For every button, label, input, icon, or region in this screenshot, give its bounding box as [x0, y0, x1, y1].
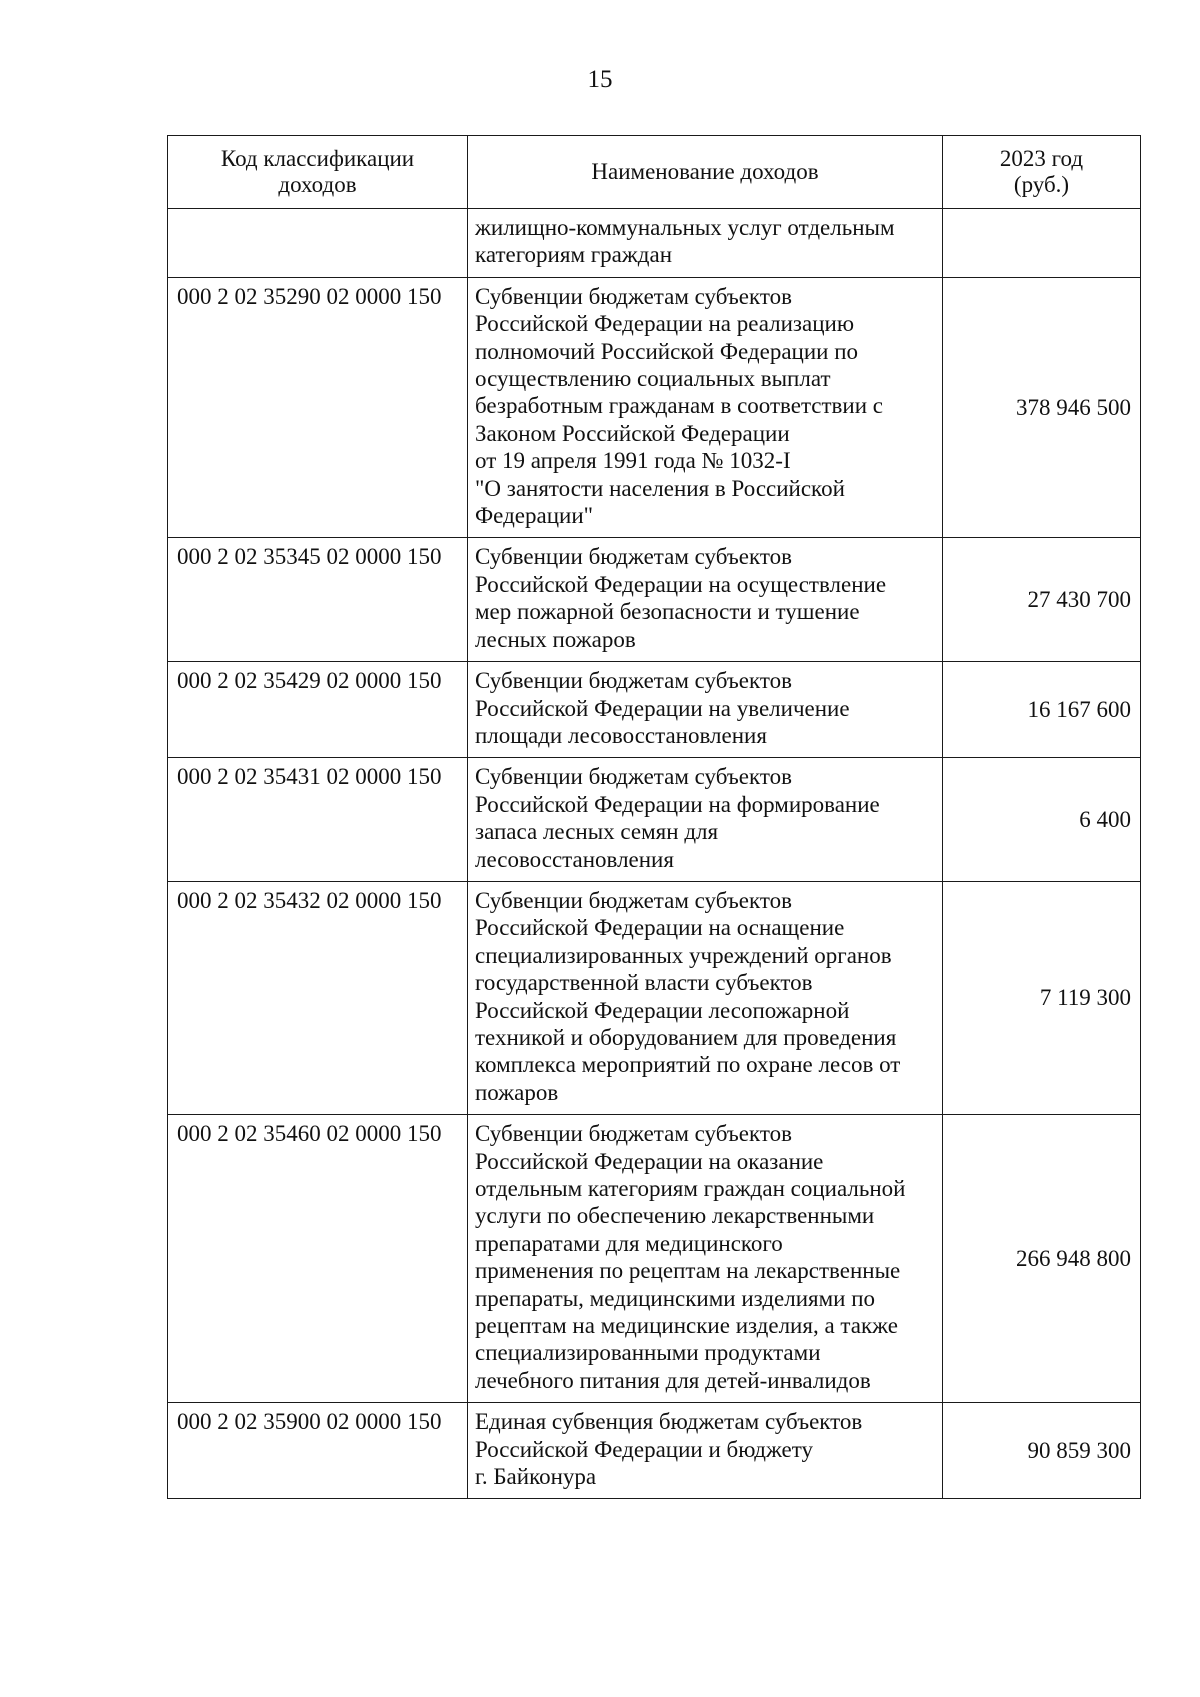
- row-amount: 378 946 500: [943, 277, 1141, 538]
- row-name: Субвенции бюджетам субъектов Российской Федерации на формирование запаса лесных семян для лесовосстановления: [468, 758, 943, 882]
- table-row: [168, 1403, 1141, 1499]
- row-code: [168, 209, 468, 278]
- table-header-row: [168, 136, 1141, 209]
- header-amount: 2023 год (руб.): [943, 136, 1141, 209]
- table-row: [168, 758, 1141, 882]
- page-number: 15: [587, 66, 613, 93]
- row-name: Единая субвенция бюджетам субъектов Российской Федерации и бюджету г. Байконура: [468, 1403, 943, 1499]
- row-name: Субвенции бюджетам субъектов Российской Федерации на оказание отдельным категориям граждан социальной услуги по обеспечению лекарственными препаратами для медицинского применения по рецептам на лекарственные препараты, медицинскими изделиями по рецептам на медицинские изделия, а также специализированными продуктами лечебного питания для детей-инвалидов: [468, 1115, 943, 1403]
- row-amount: 7 119 300: [943, 881, 1141, 1114]
- header-name: Наименование доходов: [468, 136, 943, 209]
- table-row: [168, 209, 1141, 278]
- header-code: Код классификации доходов: [168, 136, 468, 209]
- row-amount: [943, 209, 1141, 278]
- row-name: Субвенции бюджетам субъектов Российской Федерации на реализацию полномочий Российской Федерации по осуществлению социальных выплат безработным гражданам в соответствии с Законом Российской Федерации от 19 апреля 1991 года № 1032-I "О занятости населения в Российской Федерации": [468, 277, 943, 538]
- row-amount: 266 948 800: [943, 1115, 1141, 1403]
- row-amount: 16 167 600: [943, 662, 1141, 758]
- row-code: 000 2 02 35290 02 0000 150: [168, 277, 468, 538]
- row-code: 000 2 02 35432 02 0000 150: [168, 881, 468, 1114]
- row-amount: 90 859 300: [943, 1403, 1141, 1499]
- row-name: Субвенции бюджетам субъектов Российской Федерации на осуществление мер пожарной безопасности и тушение лесных пожаров: [468, 538, 943, 662]
- row-code: 000 2 02 35900 02 0000 150: [168, 1403, 468, 1499]
- row-code: 000 2 02 35429 02 0000 150: [168, 662, 468, 758]
- row-amount: 6 400: [943, 758, 1141, 882]
- revenue-table: [167, 135, 1141, 1499]
- table-row: [168, 538, 1141, 662]
- row-code: 000 2 02 35460 02 0000 150: [168, 1115, 468, 1403]
- row-code: 000 2 02 35431 02 0000 150: [168, 758, 468, 882]
- table-row: [168, 277, 1141, 538]
- table-row: [168, 881, 1141, 1114]
- table-row: [168, 1115, 1141, 1403]
- row-name: Субвенции бюджетам субъектов Российской Федерации на увеличение площади лесовосстановления: [468, 662, 943, 758]
- row-code: 000 2 02 35345 02 0000 150: [168, 538, 468, 662]
- row-amount: 27 430 700: [943, 538, 1141, 662]
- row-name: жилищно-коммунальных услуг отдельным категориям граждан: [468, 209, 943, 278]
- table-row: [168, 662, 1141, 758]
- row-name: Субвенции бюджетам субъектов Российской Федерации на оснащение специализированных учреждений органов государственной власти субъектов Российской Федерации лесопожарной техникой и оборудованием для проведения комплекса мероприятий по охране лесов от пожаров: [468, 881, 943, 1114]
